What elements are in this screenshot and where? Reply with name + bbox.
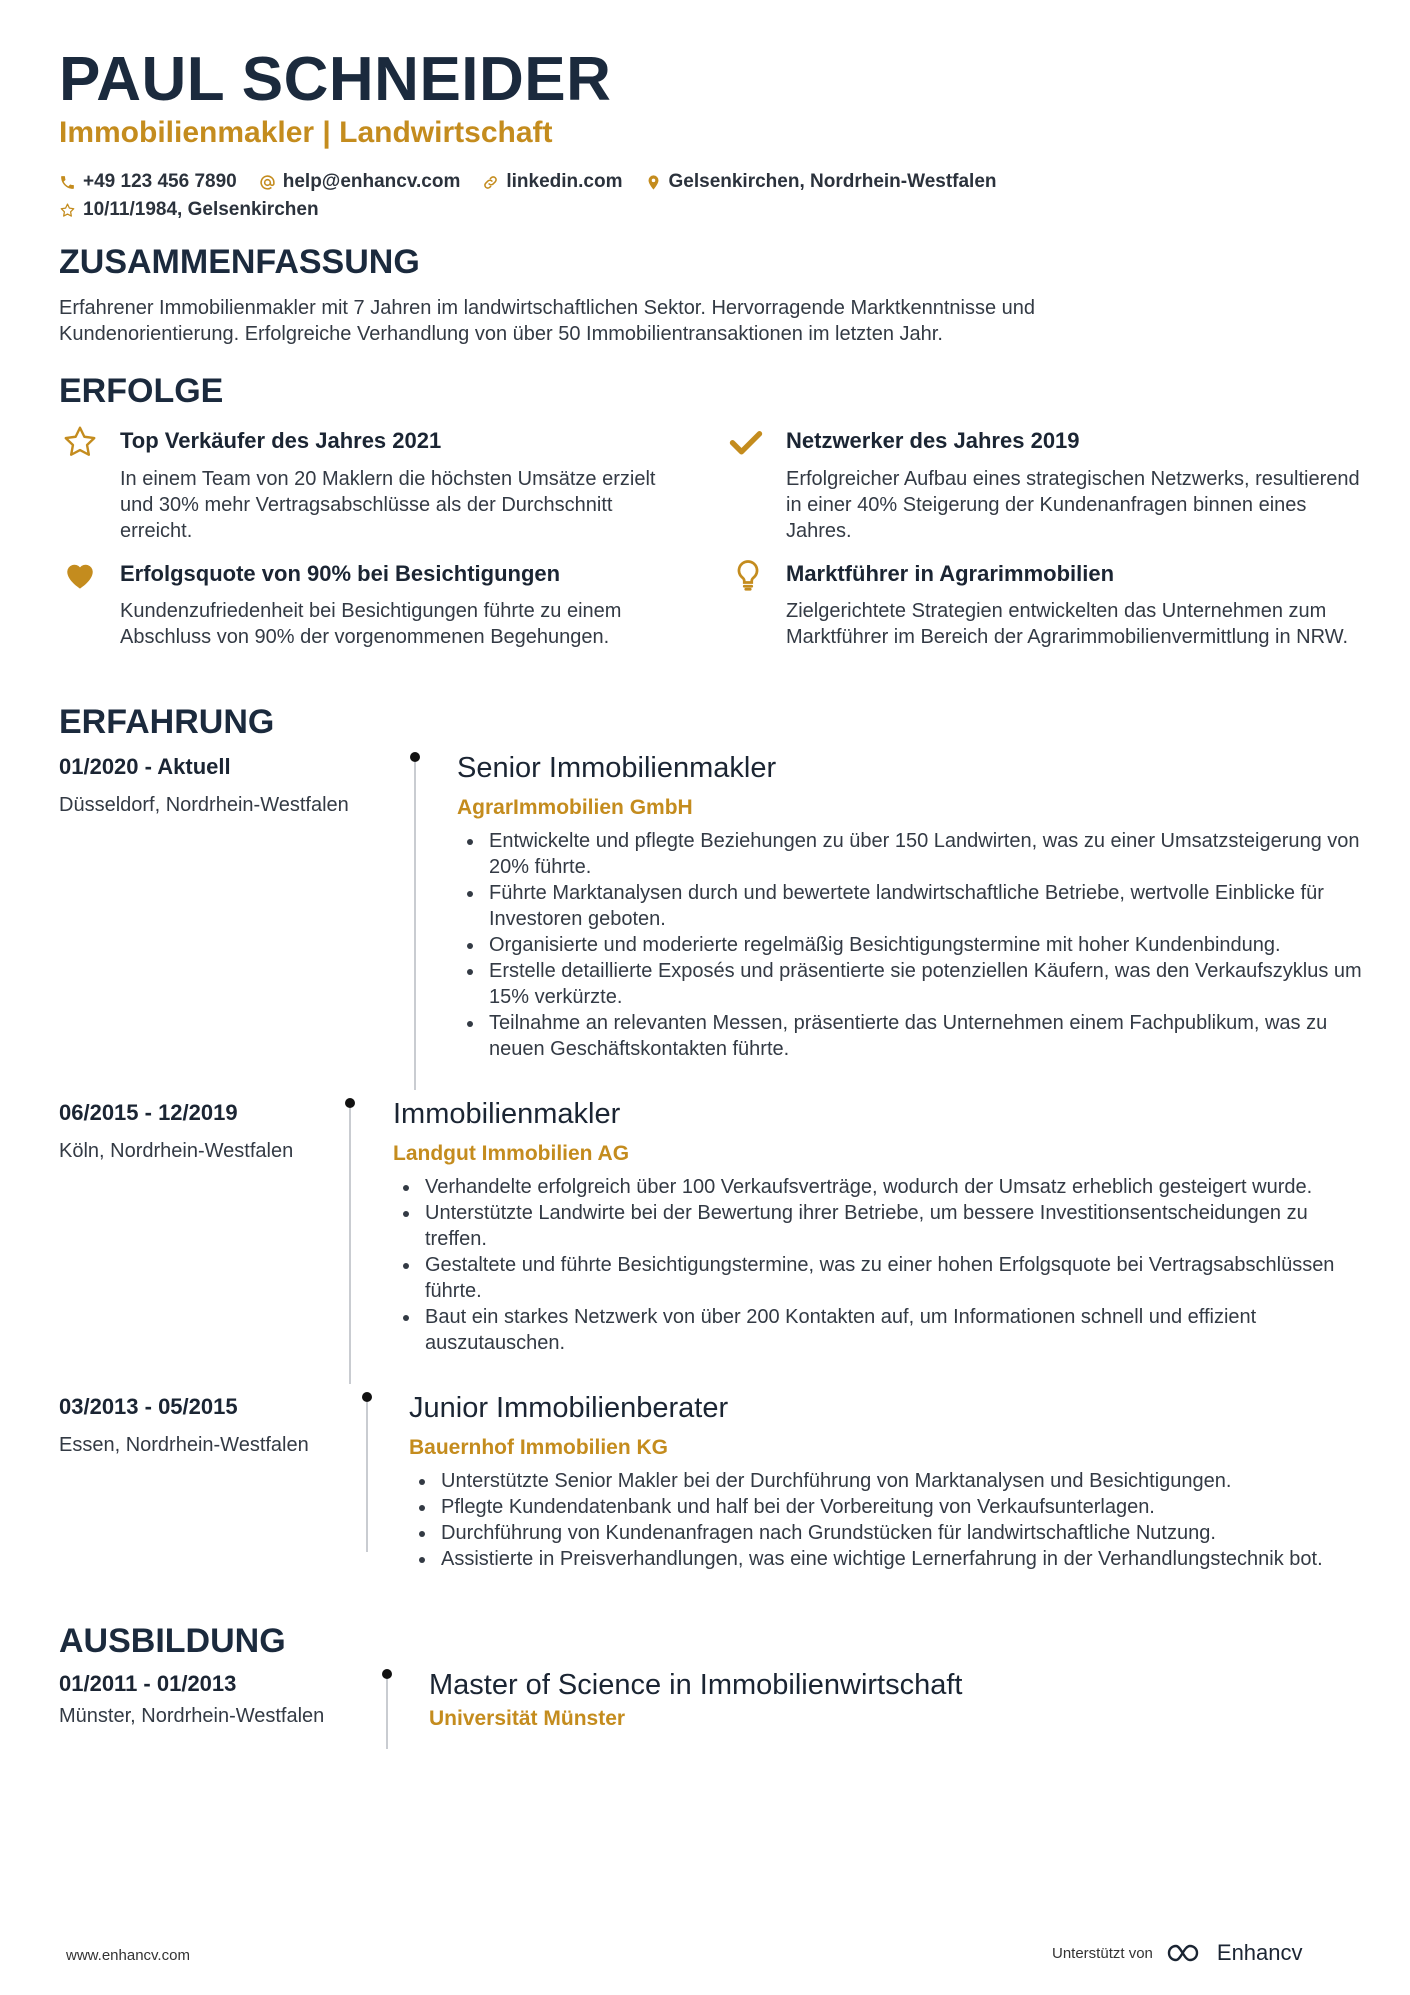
job-bullets: [457, 828, 1367, 1062]
achievement-desc: In einem Team von 20 Maklern die höchsten Umsätze erzielt und 30% mehr Vertragsabschlüsse als der Durchschnitt erreicht.: [120, 468, 656, 542]
birth-text: 10/11/1984, Gelsenkirchen: [83, 199, 319, 220]
timeline-dot: [345, 1098, 355, 1108]
achievements-heading: ERFOLGE: [59, 372, 224, 410]
phone-icon: [59, 174, 76, 191]
job-dates: 01/2020 - Aktuell: [59, 754, 231, 779]
education-dates: 01/2011 - 01/2013: [59, 1671, 237, 1696]
candidate-name: PAUL SCHNEIDER: [59, 45, 612, 114]
job-bullets: [409, 1468, 1339, 1572]
job-role: Immobilienmakler: [393, 1098, 621, 1130]
job-company: AgrarImmobilien GmbH: [457, 796, 693, 819]
star-outline-icon: [59, 202, 76, 219]
bullet-item: • Erstelle detaillierte Exposés und präsentierte sie potenziellen Käufern, was den Verkaufszyklus um 15% verkürzte.: [485, 958, 1367, 1010]
achievement-2-icon-wrap: [728, 424, 764, 465]
bullet-item: • Gestaltete und führte Besichtigungstermine, was zu einer hohen Erfolgsquote bei Vertragsabschlüssen führte.: [421, 1252, 1368, 1304]
timeline-dot: [382, 1669, 392, 1679]
enhancv-logo-icon: [1165, 1941, 1211, 1965]
footer-website[interactable]: www.enhancv.com: [66, 1947, 190, 1964]
achievement-desc: Erfolgreicher Aufbau eines strategischen Netzwerks, resultierend in einer 40% Steigerung der Kundenanfragen binnen eines Jahres.: [786, 468, 1360, 542]
bullet-item: • Baut ein starkes Netzwerk von über 200 Kontakten auf, um Informationen schnell und effizient auszutauschen.: [421, 1304, 1368, 1356]
education-heading: AUSBILDUNG: [59, 1622, 286, 1660]
contact-location: [645, 171, 997, 193]
link-icon: [482, 174, 499, 191]
lightbulb-icon: [730, 557, 766, 593]
job-location: Köln, Nordrhein-Westfalen: [59, 1140, 294, 1162]
bullet-item: • Führte Marktanalysen durch und bewertete landwirtschaftliche Betriebe, wertvolle Einblicke für Investoren geboten.: [485, 880, 1367, 932]
job-company: Landgut Immobilien AG: [393, 1142, 630, 1165]
timeline-line: [386, 1679, 388, 1749]
email-text: help@enhancv.com: [282, 171, 461, 192]
contact-email[interactable]: [259, 171, 461, 193]
job-location: Düsseldorf, Nordrhein-Westfalen: [59, 794, 349, 816]
achievement-1-icon-wrap: [62, 424, 98, 465]
contact-birth: [59, 199, 319, 221]
achievement-desc: Zielgerichtete Strategien entwickelten das Unternehmen zum Marktführer im Bereich der Agrarimmobilienvermittlung in NRW.: [786, 600, 1349, 648]
contact-info: [59, 168, 1359, 224]
education-degree: Master of Science in Immobilienwirtschaft: [429, 1669, 963, 1701]
bullet-item: • Entwickelte und pflegte Beziehungen zu über 150 Landwirten, was zu einer Umsatzsteigerung von 20% führte.: [485, 828, 1367, 880]
summary-text: Erfahrener Immobilienmakler mit 7 Jahren im landwirtschaftlichen Sektor. Hervorragende Marktkenntnisse und Kundenorientierung. Erfolgreiche Verhandlung von über 50 Immobilientransaktionen im letzten Jahr.: [59, 297, 1035, 345]
achievement-desc: Kundenzufriedenheit bei Besichtigungen führte zu einem Abschluss von 90% der vorgenommenen Begehungen.: [120, 600, 622, 648]
timeline-dot: [362, 1392, 372, 1402]
phone-text: +49 123 456 7890: [83, 171, 237, 192]
achievement-title: Top Verkäufer des Jahres 2021: [120, 428, 442, 453]
bullet-item: • Unterstützte Landwirte bei der Bewertung ihrer Betriebe, um bessere Investitionsentscheidungen zu treffen.: [421, 1200, 1368, 1252]
job-bullets: [393, 1174, 1368, 1356]
job-dates: 06/2015 - 12/2019: [59, 1100, 238, 1125]
star-icon: [62, 424, 98, 460]
heart-icon: [62, 557, 98, 593]
headline: Immobilienmakler | Landwirtschaft: [59, 116, 553, 149]
education-location: Münster, Nordrhein-Westfalen: [59, 1705, 325, 1727]
bullet-item: • Durchführung von Kundenanfragen nach Grundstücken für landwirtschaftliche Nutzung.: [437, 1520, 1339, 1546]
linkedin-text: linkedin.com: [506, 171, 623, 192]
job-dates: 03/2013 - 05/2015: [59, 1394, 238, 1419]
timeline-dot: [410, 752, 420, 762]
achievement-3-icon-wrap: [62, 557, 98, 598]
bullet-item: • Organisierte und moderierte regelmäßig Besichtigungstermine mit hoher Kundenbindung.: [485, 932, 1367, 958]
summary-heading: ZUSAMMENFASSUNG: [59, 243, 420, 281]
bullet-item: • Pflegte Kundendatenbank und half bei der Vorbereitung von Verkaufsunterlagen.: [437, 1494, 1339, 1520]
job-location: Essen, Nordrhein-Westfalen: [59, 1434, 309, 1456]
timeline-line: [414, 762, 416, 1090]
achievement-title: Erfolgsquote von 90% bei Besichtigungen: [120, 561, 561, 586]
at-icon: [259, 174, 276, 191]
bullet-item: • Assistierte in Preisverhandlungen, was eine wichtige Lernerfahrung in der Verhandlungstechnik bot.: [437, 1546, 1339, 1572]
location-pin-icon: [645, 174, 662, 191]
bullet-item: • Verhandelte erfolgreich über 100 Verkaufsverträge, wodurch der Umsatz erheblich gesteigert wurde.: [421, 1174, 1368, 1200]
job-company: Bauernhof Immobilien KG: [409, 1436, 669, 1459]
timeline-line: [349, 1108, 351, 1384]
location-text: Gelsenkirchen, Nordrhein-Westfalen: [668, 171, 997, 192]
timeline-line: [366, 1402, 368, 1552]
education-school: Universität Münster: [429, 1707, 626, 1730]
job-role: Senior Immobilienmakler: [457, 752, 777, 784]
job-role: Junior Immobilienberater: [409, 1392, 729, 1424]
achievement-title: Marktführer in Agrarimmobilien: [786, 561, 1115, 586]
checkmark-icon: [728, 424, 764, 460]
contact-phone[interactable]: [59, 171, 237, 193]
contact-linkedin[interactable]: [482, 171, 622, 193]
brand-name: Enhancv: [1216, 1940, 1303, 1965]
bullet-item: • Teilnahme an relevanten Messen, präsentierte das Unternehmen einem Fachpublikum, was zu neuen Geschäftskontakten führte.: [485, 1010, 1367, 1062]
experience-heading: ERFAHRUNG: [59, 703, 275, 741]
bullet-item: • Unterstützte Senior Makler bei der Durchführung von Marktanalysen und Besichtigungen.: [437, 1468, 1339, 1494]
powered-by-label: Unterstützt von: [1052, 1944, 1153, 1962]
achievement-4-icon-wrap: [730, 557, 766, 598]
achievement-title: Netzwerker des Jahres 2019: [786, 428, 1080, 453]
footer-branding: [1052, 1940, 1303, 1966]
